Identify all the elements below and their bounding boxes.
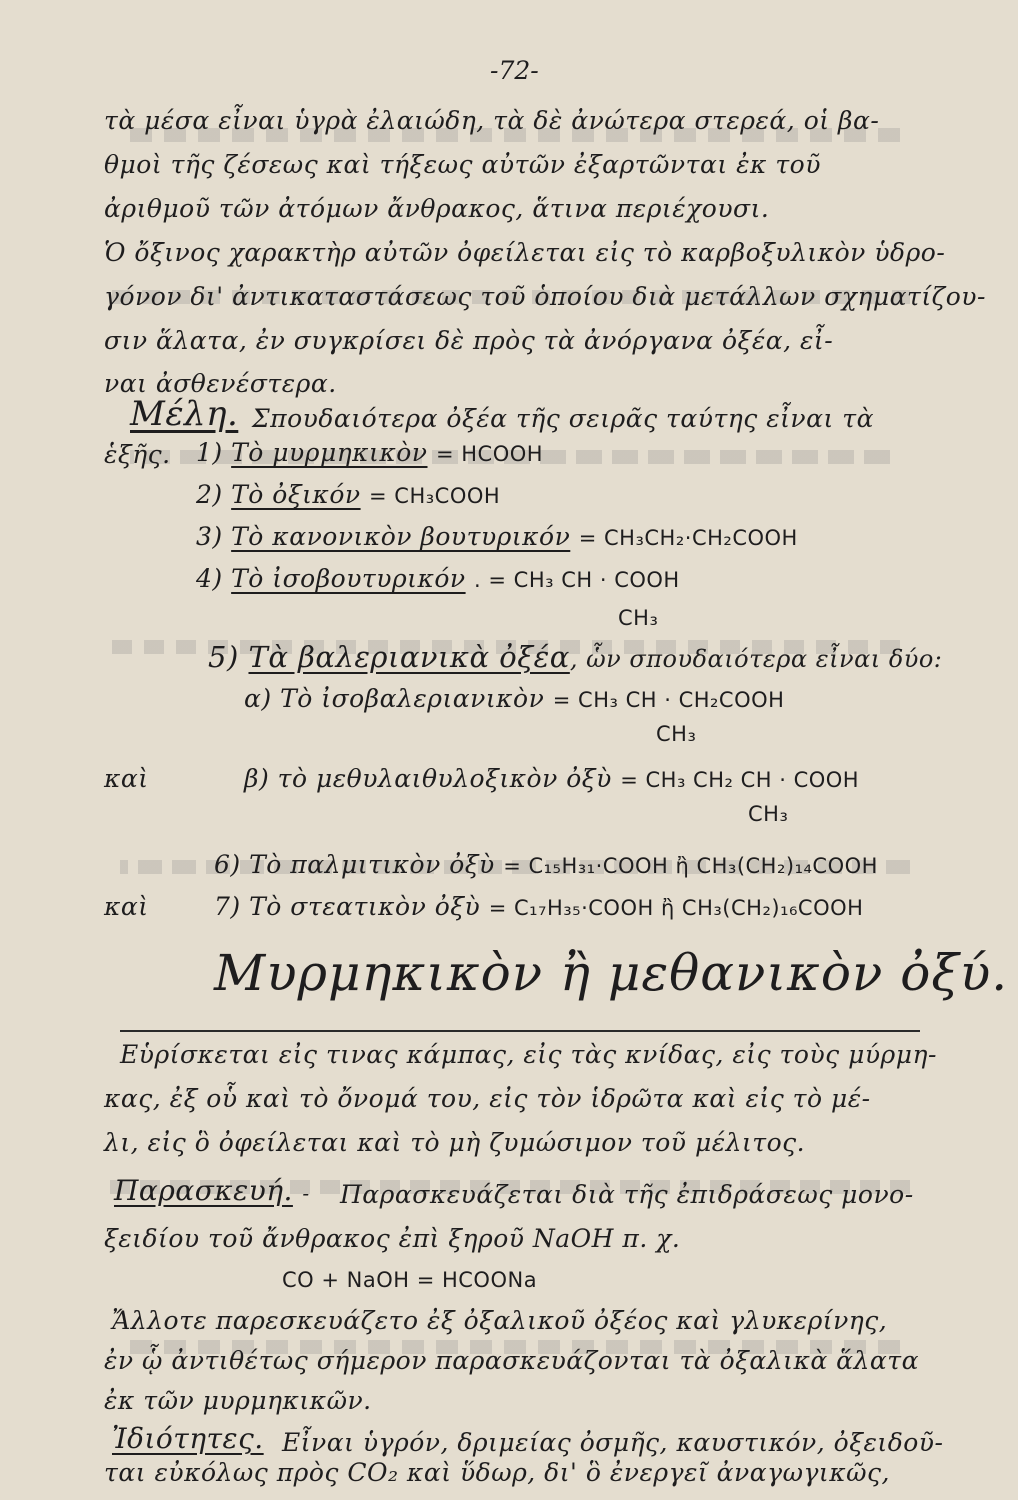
list-item-prefix: καὶ (104, 892, 149, 921)
text-line: Ἄλλοτε παρεσκευάζετο ἐξ ὀξαλικοῦ ὀξέος καὶ γλυκερίνης, (112, 1306, 888, 1335)
text-line: ἐκ τῶν μυρμηκικῶν. (104, 1386, 372, 1415)
text-line: ται εὐκόλως πρὸς CO₂ καὶ ὕδωρ, δι' ὃ ἐνεργεῖ ἀναγωγικῶς, (104, 1458, 890, 1487)
text-line: Ὁ ὄξινος χαρακτὴρ αὐτῶν ὀφείλεται εἰς τὸ καρβοξυλικὸν ὑδρο- (104, 238, 946, 267)
branch-methyl: CH₃ (748, 802, 789, 826)
text-line (104, 1486, 375, 1495)
members-heading (130, 394, 238, 434)
text-line: Παρασκευάζεται διὰ τῆς ἐπιδράσεως μονο- (340, 1180, 914, 1209)
sub-item: β) τὸ μεθυλαιθυλοξικὸν ὀξὺ = CH₃ CH₂ CH · COOH (244, 764, 860, 793)
equation: CO + NaOH = HCOONa (282, 1268, 538, 1292)
list-item: 4) Τὸ ἰσοβουτυρικόν . = CH₃ CH · COOH (196, 564, 680, 593)
text-line: γόνον δι' ἀντικαταστάσεως τοῦ ὁποίου διὰ μετάλλων σχηματίζου- (104, 282, 986, 311)
text-line: ξειδίου τοῦ ἄνθρακος ἐπὶ ξηροῦ NaOH π. χ. (104, 1224, 681, 1253)
text-line: σιν ἅλατα, ἐν συγκρίσει δὲ πρὸς τὰ ἀνόργανα ὀξέα, εἶ- (104, 326, 834, 355)
list-item: 2) Τὸ ὀξικόν = CH₃COOH (196, 480, 501, 509)
branch-methyl: CH₃ (618, 606, 659, 630)
text-line: τὰ μέσα εἶναι ὑγρὰ ἐλαιώδη, τὰ δὲ ἀνώτερα στερεά, οἱ βα- (104, 106, 880, 135)
list-item: 5) Τὰ βαλεριανικὰ ὀξέα, ὧν σπουδαιότερα εἶναι δύο: (208, 640, 943, 674)
sub-item: α) Τὸ ἰσοβαλεριανικὸν = CH₃ CH · CH₂COOH (244, 684, 785, 713)
members-heading-label: Μέλη. (130, 394, 239, 434)
page-number: -72- (490, 56, 539, 85)
members-intro-cont: ἑξῆς. (104, 440, 171, 469)
text-line (104, 1476, 385, 1485)
list-item: 1) Τὸ μυρμηκικὸν = HCOOH (196, 438, 544, 467)
branch-methyl: CH₃ (656, 722, 697, 746)
preparation-heading: Παρασκευή. - (114, 1174, 310, 1207)
text-line: λι, εἰς ὃ ὀφείλεται καὶ τὸ μὴ ζυμώσιμον τοῦ μέλιτος. (104, 1128, 806, 1157)
text-line: Εὑρίσκεται εἰς τινας κάμπας, εἰς τὰς κνίδας, εἰς τοὺς μύρμη- (120, 1040, 937, 1069)
properties-heading: Ἰδιότητες. (112, 1422, 264, 1455)
sub-item-prefix: καὶ (104, 764, 149, 793)
text-line: ἀριθμοῦ τῶν ἀτόμων ἄνθρακος, ἅτινα περιέχουσι. (104, 194, 770, 223)
text-line: Εἶναι ὑγρόν, δριμείας ὀσμῆς, καυστικόν, ὀξειδοῦ- (282, 1428, 944, 1457)
list-item: 3) Τὸ κανονικὸν βουτυρικόν = CH₃CH₂·CH₂COOH (196, 522, 798, 551)
list-item: 7) Τὸ στεατικὸν ὀξὺ = C₁₇H₃₅·COOH ἢ CH₃(CH₂)₁₆COOH (214, 892, 864, 921)
list-item: 6) Τὸ παλμιτικὸν ὀξὺ = C₁₅H₃₁·COOH ἢ CH₃(CH₂)₁₄COOH (214, 850, 878, 879)
members-intro: Σπουδαιότερα ὀξέα τῆς σειρᾶς ταύτης εἶναι τὰ (252, 404, 874, 433)
text-line: ναι ἀσθενέστερα. (104, 369, 337, 398)
section-title: Μυρμηκικὸν ἢ μεθανικὸν ὀξύ. (214, 944, 1009, 1002)
text-line: θμοὶ τῆς ζέσεως καὶ τήξεως αὐτῶν ἐξαρτῶνται ἐκ τοῦ (104, 150, 821, 179)
text-line: κας, ἐξ οὗ καὶ τὸ ὄνομά του, εἰς τὸν ἱδρῶτα καὶ εἰς τὸ μέ- (104, 1084, 871, 1113)
text-line: ἐν ᾧ ἀντιθέτως σήμερον παρασκευάζονται τὰ ὀξαλικὰ ἅλατα (104, 1346, 919, 1375)
title-rule (120, 1030, 920, 1032)
